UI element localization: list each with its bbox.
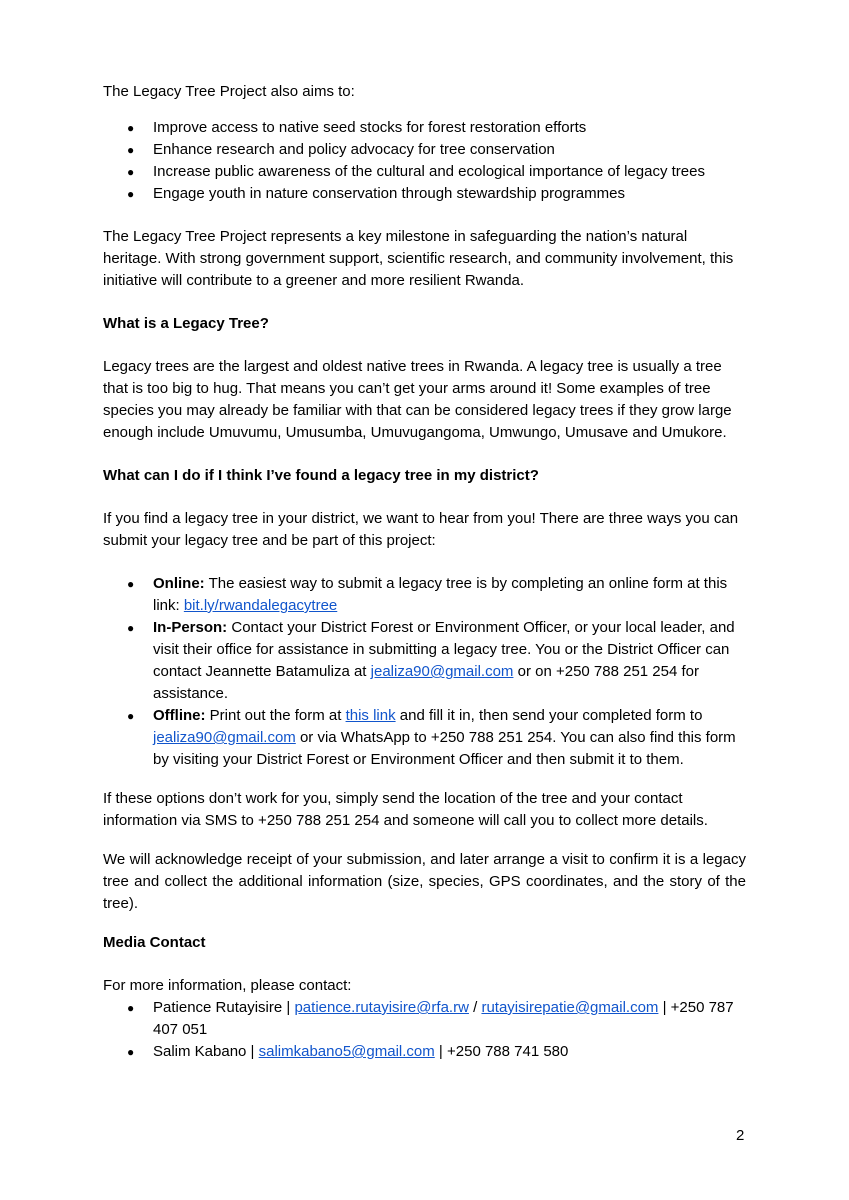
in-person-email-link[interactable]: jealiza90@gmail.com bbox=[370, 663, 514, 680]
acknowledge-paragraph: We will acknowledge receipt of your submission, and later arrange a visit to confirm it is a legacy tree and collect the additional information (size, species, GPS coordinates, and the story of the tree). bbox=[103, 851, 746, 912]
what-is-body: Legacy trees are the largest and oldest native trees in Rwanda. A legacy tree is usually a tree that is too big to hug. That means you can’t get your arms around it! Some examples of tree species you may already be familiar with that can be considered legacy trees if they grow large enough include Umuvumu, Umusumba, Umuvugangoma, Umwungo, Umusave and Umukore. bbox=[103, 358, 732, 441]
offline-form-link[interactable]: this link bbox=[345, 707, 396, 724]
list-item: ● Improve access to native seed stocks for forest restoration efforts bbox=[103, 117, 746, 139]
in-person-label: In-Person: bbox=[153, 619, 228, 636]
in-person-text-end: or on +250 788 251 254 for assistance. bbox=[153, 663, 700, 702]
milestone-paragraph: The Legacy Tree Project represents a key milestone in safeguarding the nation’s natural heritage. With strong government support, scientific research, and community involvement, this initiative will contribute to a greener and more resilient Rwanda. bbox=[103, 228, 734, 289]
what-is-heading: What is a Legacy Tree? bbox=[103, 315, 269, 332]
online-text: The easiest way to submit a legacy tree is by completing an online form at this link: bbox=[153, 575, 728, 614]
page-number: 2 bbox=[736, 1127, 745, 1144]
list-item: ● Engage youth in nature conservation through stewardship programmes bbox=[103, 183, 746, 205]
sms-paragraph: If these options don’t work for you, simply send the location of the tree and your contact information via SMS to +250 788 251 254 and someone will call you to collect more details. bbox=[103, 790, 708, 829]
online-form-link[interactable]: bit.ly/rwandalegacytree bbox=[183, 597, 338, 614]
contact-separator: / bbox=[468, 999, 482, 1016]
list-item-contact bbox=[103, 1041, 746, 1063]
aims-list bbox=[103, 117, 746, 205]
offline-text-end: or via WhatsApp to +250 788 251 254. You can also find this form by visiting your District Forest or Environment Officer and then submit it to them. bbox=[153, 729, 736, 768]
page-content bbox=[103, 81, 746, 1063]
list-item-online bbox=[103, 573, 746, 617]
contact-email-link[interactable]: salimkabano5@gmail.com bbox=[258, 1043, 435, 1060]
contact-email-link[interactable]: rutayisirepatie@gmail.com bbox=[481, 999, 659, 1016]
offline-text: Print out the form at bbox=[205, 707, 346, 724]
in-person-text: Contact your District Forest or Environment Officer, or your local leader, and visit their office for assistance in submitting a legacy tree. You or the District Officer can contact Jeannette Batamuliza at bbox=[153, 619, 735, 680]
submission-methods-list bbox=[103, 573, 746, 771]
online-label: Online: bbox=[153, 575, 205, 592]
what-can-intro: If you find a legacy tree in your district, we want to hear from you! There are three ways you can submit your legacy tree and be part of this project: bbox=[103, 510, 739, 549]
contact-name: Salim Kabano | bbox=[153, 1043, 259, 1060]
contact-email-link[interactable]: patience.rutayisire@rfa.rw bbox=[294, 999, 469, 1016]
list-item: ● Enhance research and policy advocacy for tree conservation bbox=[103, 139, 746, 161]
contact-name: Patience Rutayisire | bbox=[153, 999, 295, 1016]
media-contact-heading: Media Contact bbox=[103, 934, 206, 951]
media-contact-intro: For more information, please contact: bbox=[103, 977, 352, 994]
contact-phone: | +250 788 741 580 bbox=[434, 1043, 569, 1060]
contacts-list bbox=[103, 997, 746, 1063]
aims-intro: The Legacy Tree Project also aims to: bbox=[103, 83, 355, 100]
offline-text-mid: and fill it in, then send your completed form to bbox=[395, 707, 703, 724]
contact-phone: | +250 787 407 051 bbox=[153, 999, 734, 1038]
list-item-offline bbox=[103, 705, 746, 771]
list-item-in-person bbox=[103, 617, 746, 705]
list-item: ● Increase public awareness of the cultural and ecological importance of legacy trees bbox=[103, 161, 746, 183]
list-item-contact bbox=[103, 997, 746, 1041]
what-can-heading: What can I do if I think I’ve found a legacy tree in my district? bbox=[103, 467, 539, 484]
offline-label: Offline: bbox=[153, 707, 206, 724]
offline-email-link[interactable]: jealiza90@gmail.com bbox=[153, 729, 296, 746]
